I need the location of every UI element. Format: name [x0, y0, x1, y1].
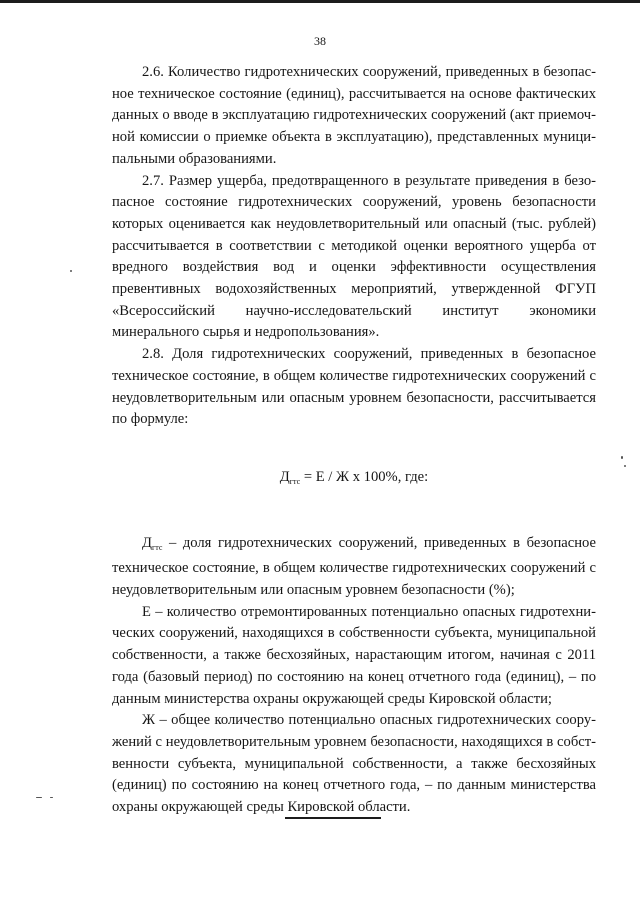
definition-d-subscript: гтс [151, 542, 163, 552]
definition-d-symbol: Д [142, 534, 152, 551]
paragraph-2-6: 2.6. Количество гидротехнических сооружений, приведенных в безопасное техническое состояние (единиц), рассчитывается на основе фактических данных о вводе в эксплуатацию гидротехнических сооружений (акт приемочной комиссии о приемке объекта в эксплуатацию), представленных муниципальными образованиями. [112, 64, 596, 167]
page-number: 38 [314, 34, 326, 48]
paragraph-2-8: 2.8. Доля гидротехнических сооружений, приведенных в безопасное техническое состояние, в общем количестве гидротехнических сооружений с неудовлетворительным или опасным уровнем безопасности, рассчитывается по формуле: [112, 346, 596, 428]
formula-subscript: гтс [289, 476, 301, 486]
formula-expression: = Е / Ж х 100%, где: [300, 468, 429, 485]
scan-top-edge [0, 0, 640, 3]
scan-speck [70, 270, 72, 272]
formula [112, 467, 596, 493]
scan-speck [36, 797, 42, 798]
footer-separator-line [285, 817, 381, 819]
paragraph-2-7: 2.7. Размер ущерба, предотвращенного в результате приведения в безопасное состояние гидротехнических сооружений, уровень безопасности которых оценивается как неудовлетворительный или опасный (тыс. рублей) рассчитывается в соответствии с методикой оценки вероятного ущерба от вредного воздействия вод и оценки эффективности осуществления превентивных водохозяйственных мероприятий, утвержденной ФГУП «Всероссийский научно-исследовательский институт экономики минерального сырья и недропользования». [112, 172, 596, 341]
formula-symbol: Д [279, 468, 290, 485]
scan-speck [50, 797, 53, 798]
definition-zh: Ж – общее количество потенциально опасных гидротехнических сооружений с неудовлетворительным уровнем безопасности, находящихся в собственности субъекта, муниципальной собственности, а также бесхозяйных (единиц) по состоянию на конец отчетного года, – по данным министерства охраны окружающей среды Кировской области. [112, 712, 596, 816]
definition-e: Е – количество отремонтированных потенциально опасных гидротехнических сооружений, находящихся в собственности субъекта, муниципальной собственности, а также бесхозяйных, нарастающим итогом, начиная с 2011 года (базовый период) по состоянию на конец отчетного года (единиц), – по данным министерства охраны окружающей среды Кировской области; [112, 603, 596, 707]
scan-speck [621, 456, 623, 459]
definition-d [112, 533, 596, 602]
document-body [112, 62, 596, 819]
definition-d-text: – доля гидротехнических сооружений, приведенных в безопасное техническое состояние, в общем количестве гидротехнических сооружений с неудовлетворительным или опасным уровнем безопасности (%); [112, 534, 596, 599]
scan-speck [624, 465, 626, 467]
